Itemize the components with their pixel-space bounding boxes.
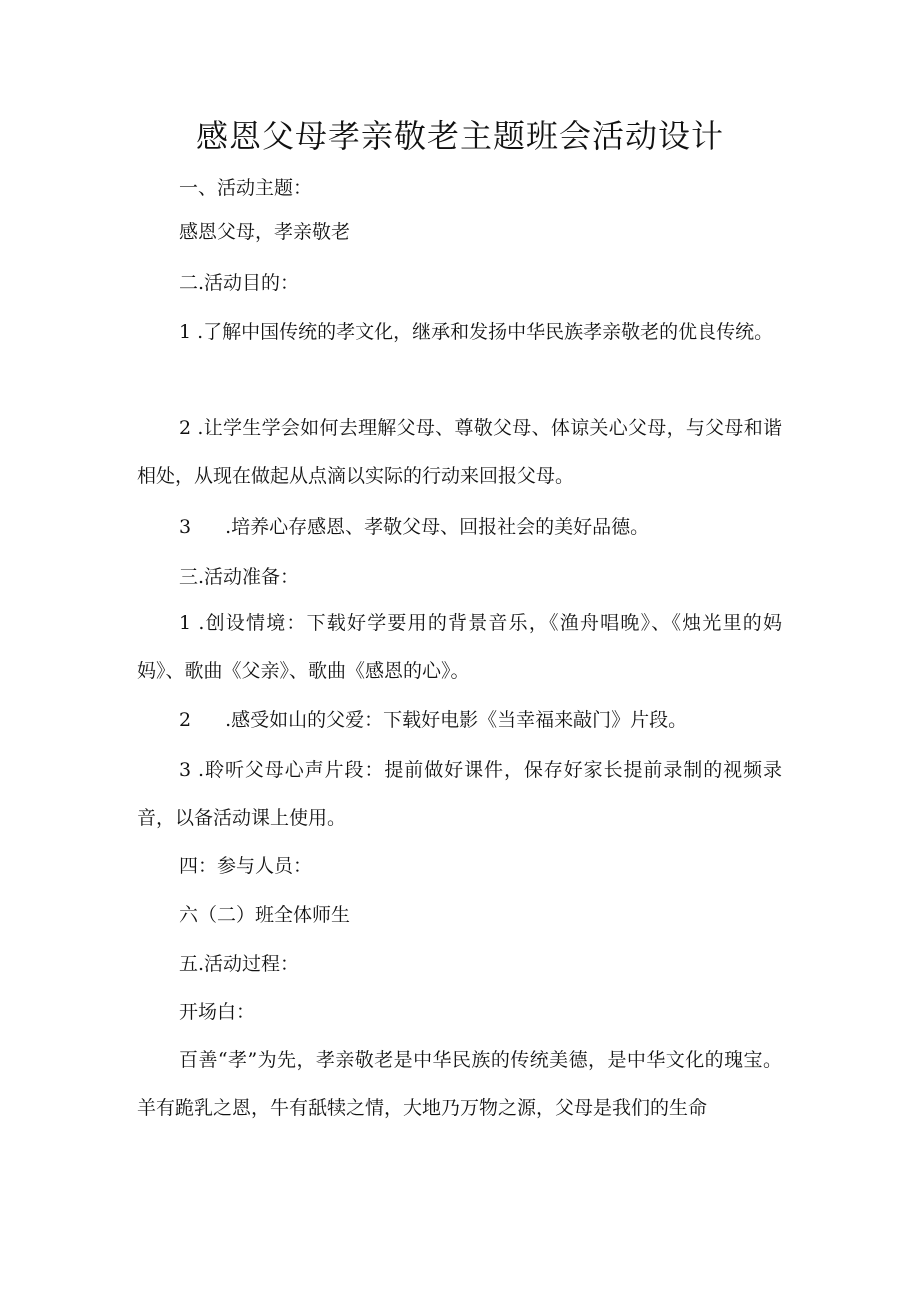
section-1-heading: 一、活动主题： <box>179 177 313 199</box>
section-3-heading: 三.活动准备： <box>179 566 300 588</box>
section-3-item-3: 3 .聆听父母心声片段：提前做好课件，保存好家长提前录制的视频录音，以备活动课上使用。 <box>137 759 782 829</box>
section-2-item-2: 2 .让学生学会如何去理解父母、尊敬父母、体谅关心父母，与父母和谐相处，从现在做起从点滴以实际的行动来回报父母。 <box>137 417 782 487</box>
section-3-item-2 <box>137 696 782 744</box>
section-5-heading: 五.活动过程： <box>179 953 300 975</box>
page-title: 感恩父母孝亲敬老主题班会活动设计 <box>195 117 724 155</box>
section-2-heading: 二.活动目的： <box>179 272 300 294</box>
section-2-item-3 <box>137 503 782 551</box>
section-5-paragraph: 百善“孝”为先，孝亲敬老是中华民族的传统美德，是中华文化的瑰宝。羊有跪乳之恩，牛有舐犊之情，大地乃万物之源，父母是我们的生命 <box>137 1049 782 1119</box>
section-3-item-2-number: 2 <box>179 709 192 731</box>
section-1-text: 感恩父母，孝亲敬老 <box>179 221 351 243</box>
section-2-item-3-number: 3 <box>179 516 192 538</box>
section-2-item-1: 1 .了解中国传统的孝文化，继承和发扬中华民族孝亲敬老的优良传统。 <box>179 321 774 343</box>
section-3-item-1: 1 .创设情境：下载好学要用的背景音乐，《渔舟唱晚》、《烛光里的妈妈》、歌曲《父亲》、歌曲《感恩的心》。 <box>137 612 782 682</box>
section-2-item-3-text: .培养心存感恩、孝敬父母、回报社会的美好品德。 <box>225 516 650 538</box>
section-5-opening: 开场白： <box>179 1001 256 1023</box>
section-4-text: 六（二）班全体师生 <box>179 904 351 926</box>
section-3-item-2-text: .感受如山的父爱：下载好电影《当幸福来敲门》片段。 <box>225 709 688 731</box>
section-4-heading: 四：参与人员： <box>179 855 313 877</box>
